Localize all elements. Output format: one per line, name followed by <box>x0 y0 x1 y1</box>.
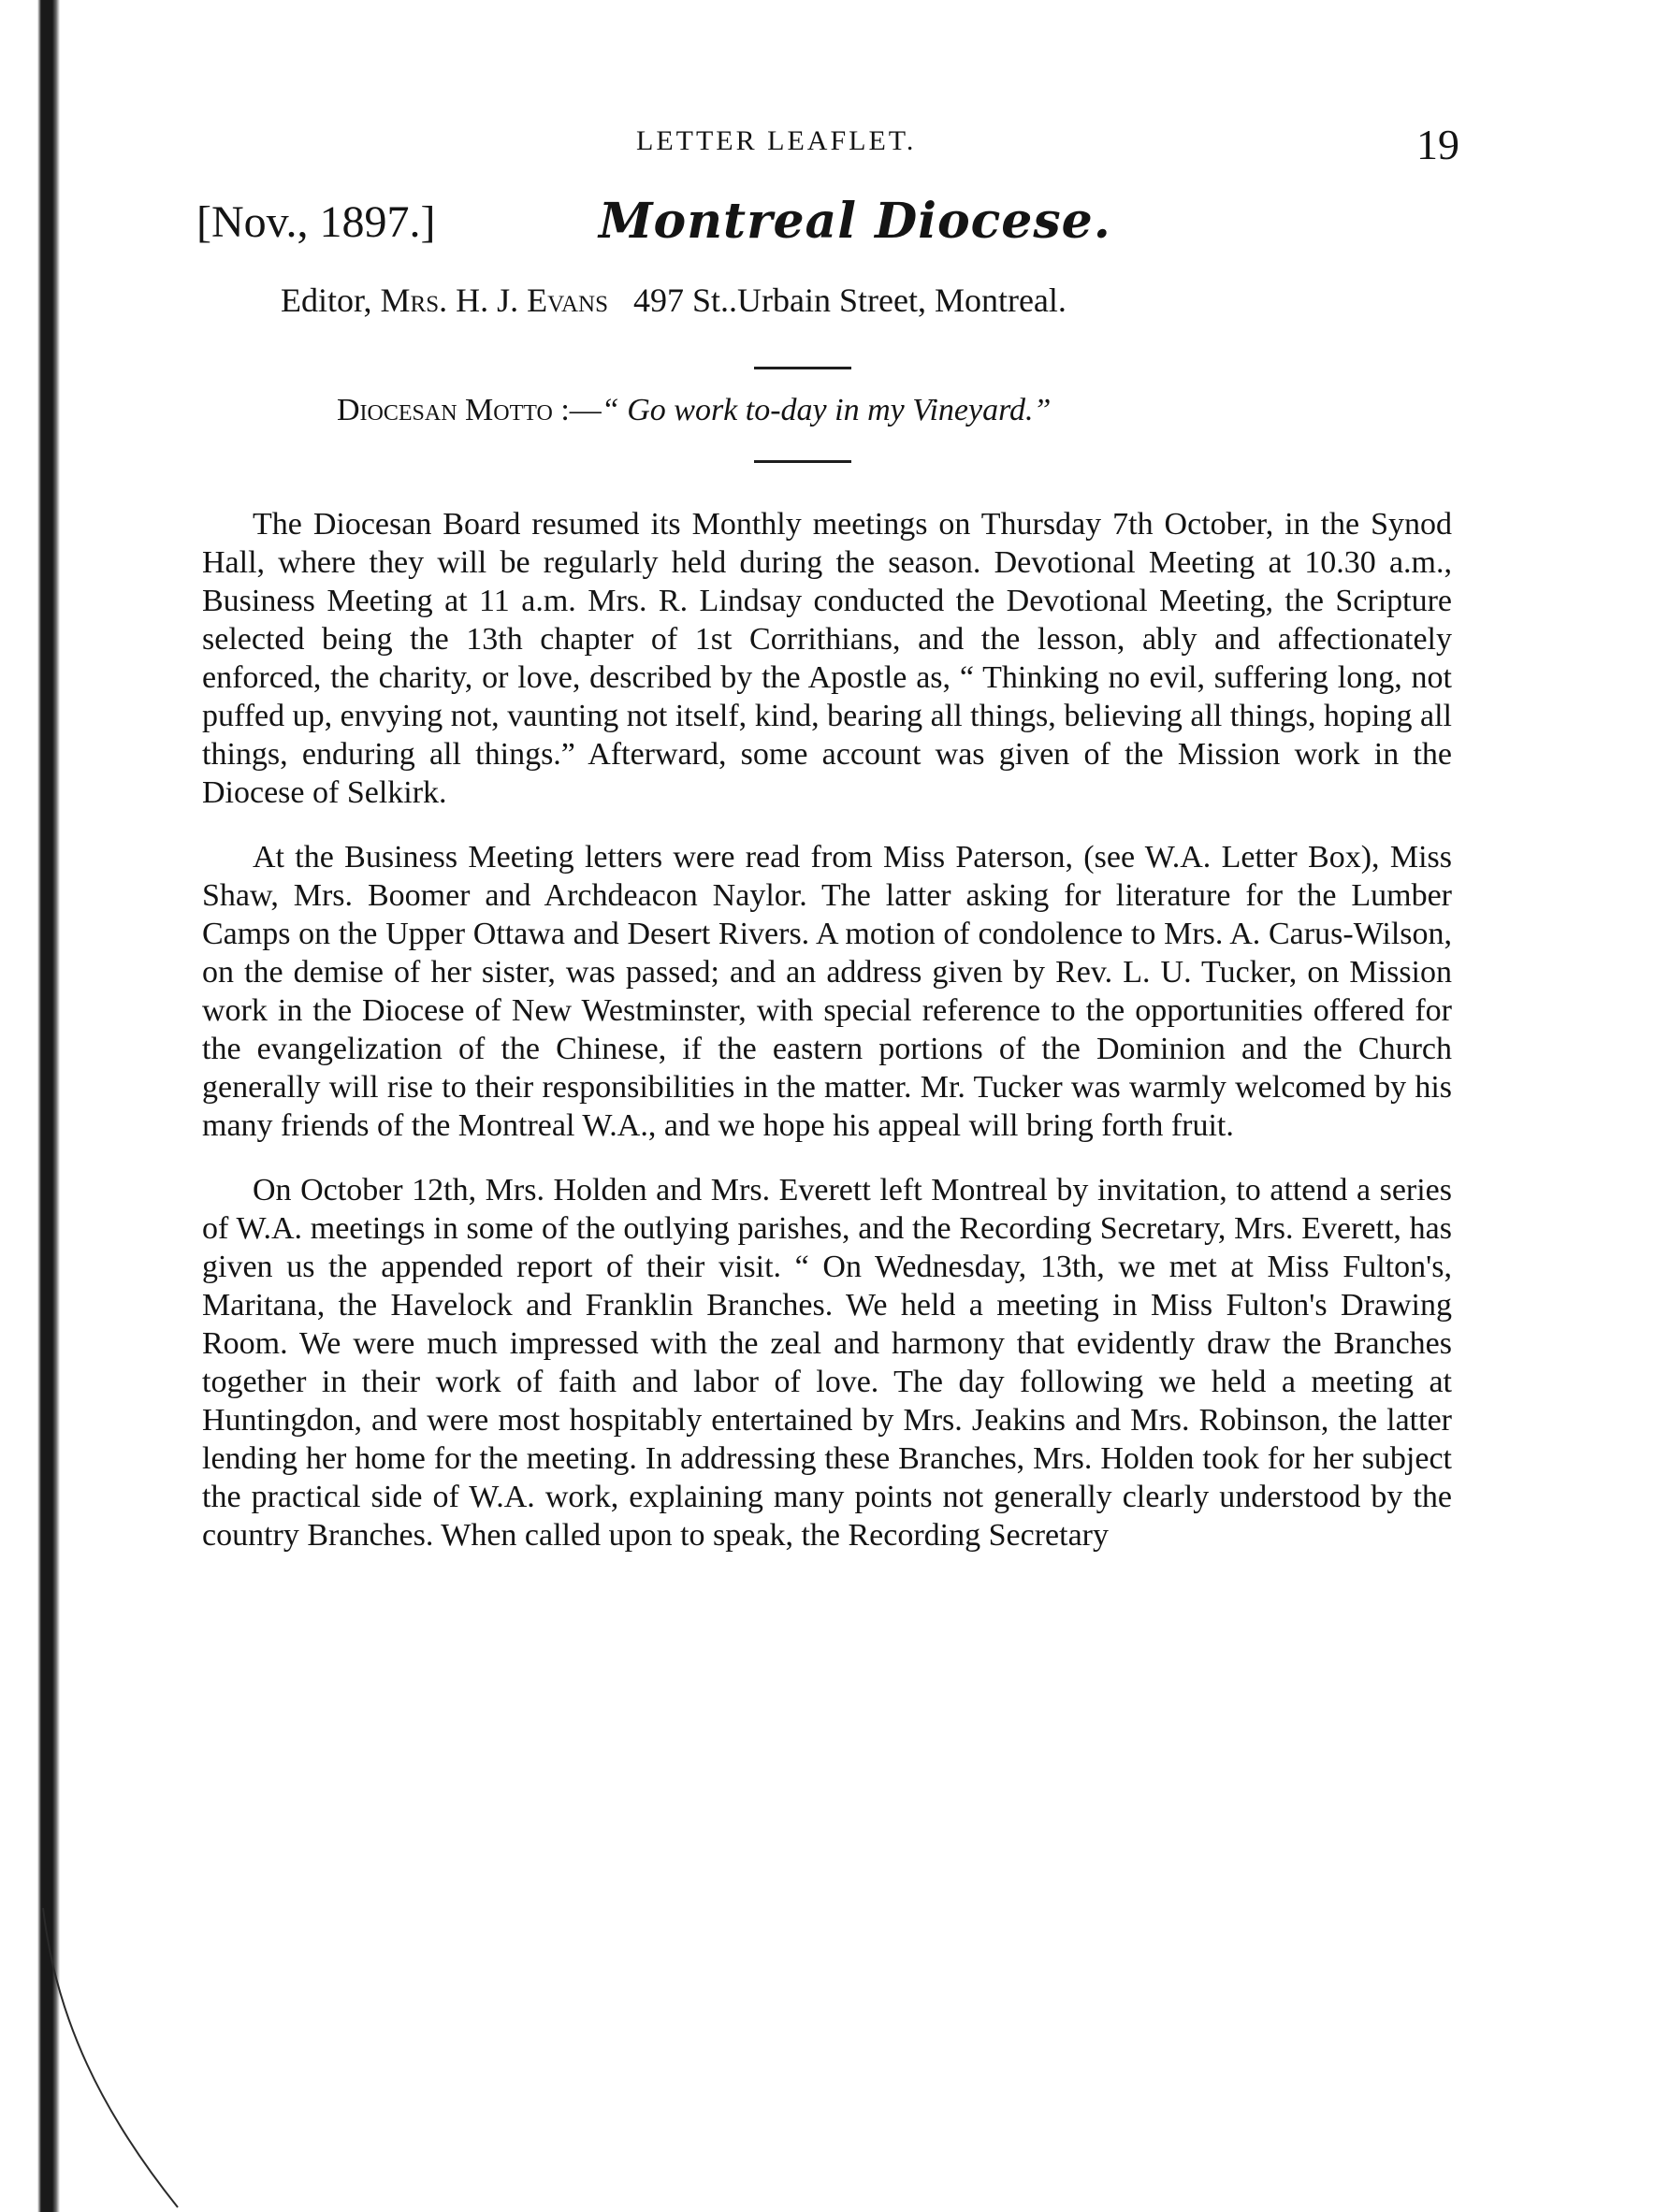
page-binding-edge <box>0 0 60 2212</box>
paragraph-business-meeting: At the Business Meeting letters were read from Miss Paterson, (see W.A. Letter Box), Miss Shaw, Mrs. Boomer and Archdeacon Naylor. The latter asking for literature for the Lumber Camps on the Upper Ottawa and Desert Rivers. A motion of condolence to Mrs. A. Carus-Wilson, on the demise of her sister, was passed; and an address given by Rev. L. U. Tucker, on Mission work in the Diocese of New Westminster, with special reference to the opportunities offered for the evangelization of the Chinese, if the eastern portions of the Dominion and the Church generally will rise to their responsibilities in the matter. Mr. Tucker was warmly welcomed by his many friends of the Montreal W.A., and we hope his appeal will bring forth fruit. <box>202 840 1452 1143</box>
diocese-title: Montreal Diocese. <box>599 193 1111 250</box>
editor-address: 497 St..Urbain Street, Montreal. <box>632 282 1067 319</box>
masthead <box>187 193 1459 262</box>
diocesan-motto <box>337 393 1366 428</box>
divider-rule-bottom <box>754 460 851 463</box>
binding-shadow-curve <box>0 1908 187 2212</box>
motto-label: Diocesan Motto :— <box>337 393 602 427</box>
editor-name: Mrs. H. J. Evans <box>380 282 608 319</box>
running-header <box>187 120 1459 176</box>
page-number: 19 <box>1416 121 1459 168</box>
running-title: LETTER LEAFLET. <box>636 125 917 156</box>
article-body <box>202 505 1452 1581</box>
document-page <box>187 0 1459 2212</box>
paragraph-board-meeting: The Diocesan Board resumed its Monthly meetings on Thursday 7th October, in the Synod Hall, where they will be regularly held during the season. Devotional Meeting at 10.30 a.m., Business Meeting at 11 a.m. Mrs. R. Lindsay conducted the Devotional Meeting, the Scripture selected being the 13th chapter of 1st Corrithians, and the lesson, ably and affectionately enforced, the charity, or love, described by the Apostle as, “ Thinking no evil, suffering long, not puffed up, envying not, vaunting not itself, kind, bearing all things, believing all things, hoping all things, enduring all things.” Afterward, some account was given of the Mission work in the Diocese of Selkirk. <box>202 507 1452 810</box>
paragraph-october-visit: On October 12th, Mrs. Holden and Mrs. Everett left Montreal by invitation, to attend a series of W.A. meetings in some of the outlying parishes, and the Recording Secretary, Mrs. Everett, has given us the appended report of their visit. “ On Wednesday, 13th, we met at Miss Fulton's, Maritana, the Havelock and Franklin Branches. We held a meeting in Miss Fulton's Drawing Room. We were much impressed with the zeal and harmony that evidently draw the Branches together in their work of faith and labor of love. The day following we held a meeting at Huntingdon, and were most hospitably entertained by Mrs. Jeakins and Mrs. Robinson, the latter lending her home for the meeting. In addressing these Branches, Mrs. Holden took for her subject the practical side of W.A. work, explaining many points not generally clearly understood by the country Branches. When called upon to speak, the Recording Secretary <box>202 1173 1452 1553</box>
editor-prefix: Editor, <box>281 282 372 319</box>
divider-rule-top <box>754 367 851 369</box>
editor-line <box>281 281 1403 320</box>
motto-text: “ Go work to-day in my Vineyard.” <box>601 393 1052 427</box>
issue-date: [Nov., 1897.] <box>196 197 436 247</box>
